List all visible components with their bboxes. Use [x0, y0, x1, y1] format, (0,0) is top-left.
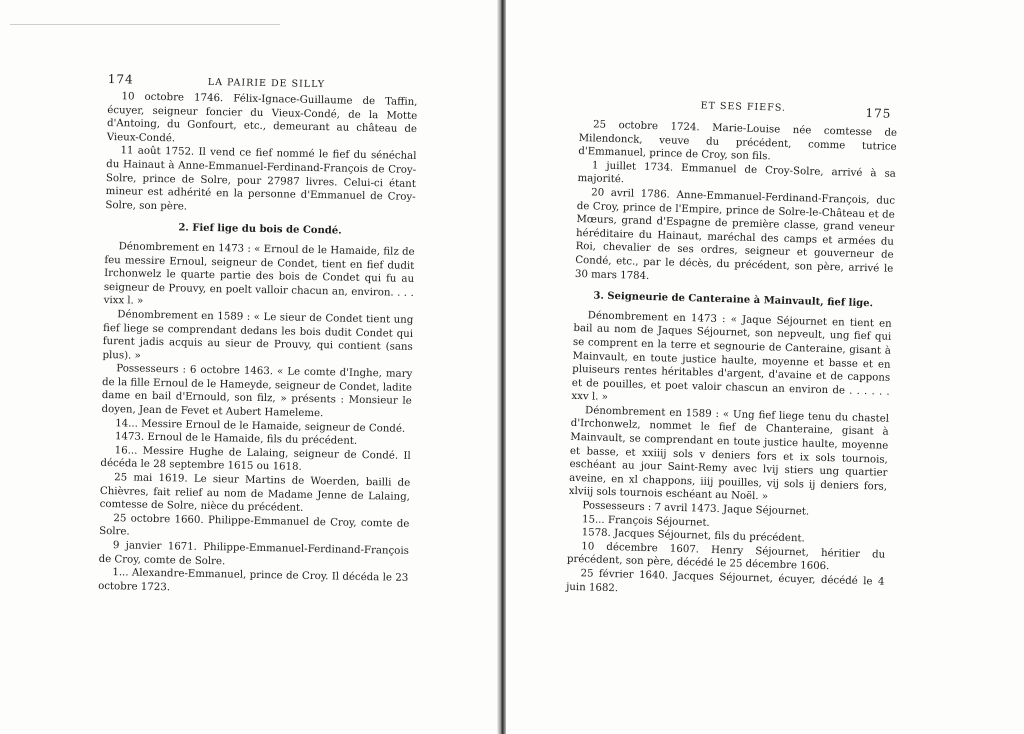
- left-paragraph: 1473. Ernoul de le Hamaide, fils du précédent.: [114, 431, 358, 448]
- left-paragraph: Dénombrement en 1589 : « Le sieur de Condet tient ung fief liege se comprendant dedans les bois dudit Condet qui furent jadis acquis au sieur de Prouvy, qui contient (sans plus). »: [102, 309, 414, 362]
- right-paragraph: Possesseurs : 7 avril 1473. Jaque Séjournet.: [582, 500, 810, 518]
- book-spine-shadow: [497, 0, 506, 734]
- left-text-block: [98, 72, 418, 599]
- left-page: [0, 0, 500, 734]
- right-text-block: [566, 92, 898, 603]
- right-paragraph: 20 avril 1786. Anne-Emmanuel-Ferdinand-François, duc de Croy, prince de l'Empire, prince de Solre-le-Château et de Mœurs, grand d'Espagne de première classe, grand veneur héréditaire du Hainaut, maréchal des camps et armées du Roi, chevalier de ses ordres, seigneur et gouverneur de Condé, etc., par le décès, du précédent, son père, arrivé le 30 mars 1784.: [574, 187, 896, 282]
- right-running-head: ET SES FIEFS.: [700, 100, 787, 114]
- left-paragraph: Dénombrement en 1473 : « Ernoul de le Hamaide, filz de feu messire Ernoul, seigneur de Condet, tient en fief dudit Irchonwelz le quarte partie des bois de Condet qui fu au seigneur de Prouvy, en poelt valloir chacun an, environ. . . . vixx l. »: [103, 241, 415, 308]
- left-section-title: 2. Fief lige du bois de Condé.: [178, 222, 342, 237]
- left-paragraph: 9 janvier 1671. Philippe-Emmanuel-Ferdinand-François de Croy, comte de Solre.: [98, 540, 409, 567]
- left-paragraph: 14... Messire Ernoul de le Hamaide, seigneur de Condé.: [115, 417, 406, 435]
- right-paragraph: 10 décembre 1607. Henry Séjournet, héritier du précédent, son père, décédé le 25 décembre 1606.: [566, 541, 886, 573]
- left-paragraph: 16... Messire Hughe de Lalaing, seigneur de Condé. Il décéda le 28 septembre 1615 ou 1618.: [100, 445, 411, 474]
- left-paragraph: Possesseurs : 6 octobre 1463. « Le comte d'Inghe, mary de la fille Ernoul de le Hameyde, seigneur de Condet, ladite dame en bail d'Ernould, son filz, » présents : Monsieur le doyen, Jean de Fevet et Aubert Hameleme.: [101, 363, 413, 420]
- right-page-number: 175: [865, 105, 892, 121]
- right-paragraph: 25 février 1640. Jacques Séjournet, écuyer, décédé le 4 juin 1682.: [566, 568, 885, 594]
- left-paragraph: 25 mai 1619. Le sieur Martins de Woerden, bailli de Chièvres, fait relief au nom de Madame Jenne de Lalaing, comtesse de Solre, nièce du précédent.: [99, 472, 411, 515]
- left-running-head: LA PAIRIE DE SILLY: [207, 76, 326, 91]
- right-section-title: 3. Seigneurie de Canteraine à Mainvault, fief lige.: [593, 290, 874, 310]
- right-paragraph: Dénombrement en 1473 : « Jaque Séjournet en tient en bail au nom de Jaques Séjournet, son nepveult, ung fief qui se comprent en la terre et segnourie de Canteraine, gisant à Mainvault, en toute justice haulte, moyenne et basse et en pluiseurs rentes héritables d'argent, d'avaine et de cappons et de pouilles, et poet valoir chascun an environ de . . . . . . xxv l. »: [571, 310, 892, 404]
- left-paragraph: 1... Alexandre-Emmanuel, prince de Croy. Il décéda le 23 octobre 1723.: [98, 567, 409, 594]
- right-paragraph: Dénombrement en 1589 : « Ung fief liege tenu du chastel d'Irchonwelz, nommet le fief de Chanteraine, gisant à Mainvault, se comprendant en toute justice haulte, moyenne et basse, et xxiiij sols v deniers fors et ix sols tournois, eschéant au jour Saint-Remy avec lvij stiers ung quartier aveine, en xl chappons, iiij pouilles, vij sols ij deniers fors, xlviij sols tournois eschéant au Noël. »: [568, 405, 890, 503]
- right-paragraph: 1578. Jacques Séjournet, fils du précédent.: [581, 527, 805, 545]
- right-paragraph: 25 octobre 1724. Marie-Louise née comtesse de Milendonck, veuve du précédent, comme tutrice d'Emmanuel, prince de Croy, son fils.: [578, 119, 898, 163]
- right-paragraph: 15... François Séjournet.: [581, 513, 710, 529]
- left-page-number: 174: [107, 72, 134, 87]
- left-paragraph: 25 octobre 1660. Philippe-Emmanuel de Croy, comte de Solre.: [99, 513, 410, 538]
- left-paragraph: 10 octobre 1746. Félix-Ignace-Guillaume de Taffin, écuyer, seigneur foncier du Vieux-Condé, de la Motte d'Antoing, du Gonfourt, etc., demeurant au château de Vieux-Condé.: [106, 91, 418, 145]
- left-paragraph: 11 août 1752. Il vend ce fief nommé le fief du sénéchal du Hainaut à Anne-Emmanuel-Ferdinand-François de Croy-Solre, prince de Solre, pour 27987 livres. Celui-ci étant mineur est adhérité en la personne d'Emmanuel de Croy-Solre, son père.: [105, 145, 417, 213]
- right-page: [508, 0, 1024, 734]
- right-paragraph: 1 juillet 1734. Emmanuel de Croy-Solre, arrivé à sa majorité.: [577, 160, 896, 186]
